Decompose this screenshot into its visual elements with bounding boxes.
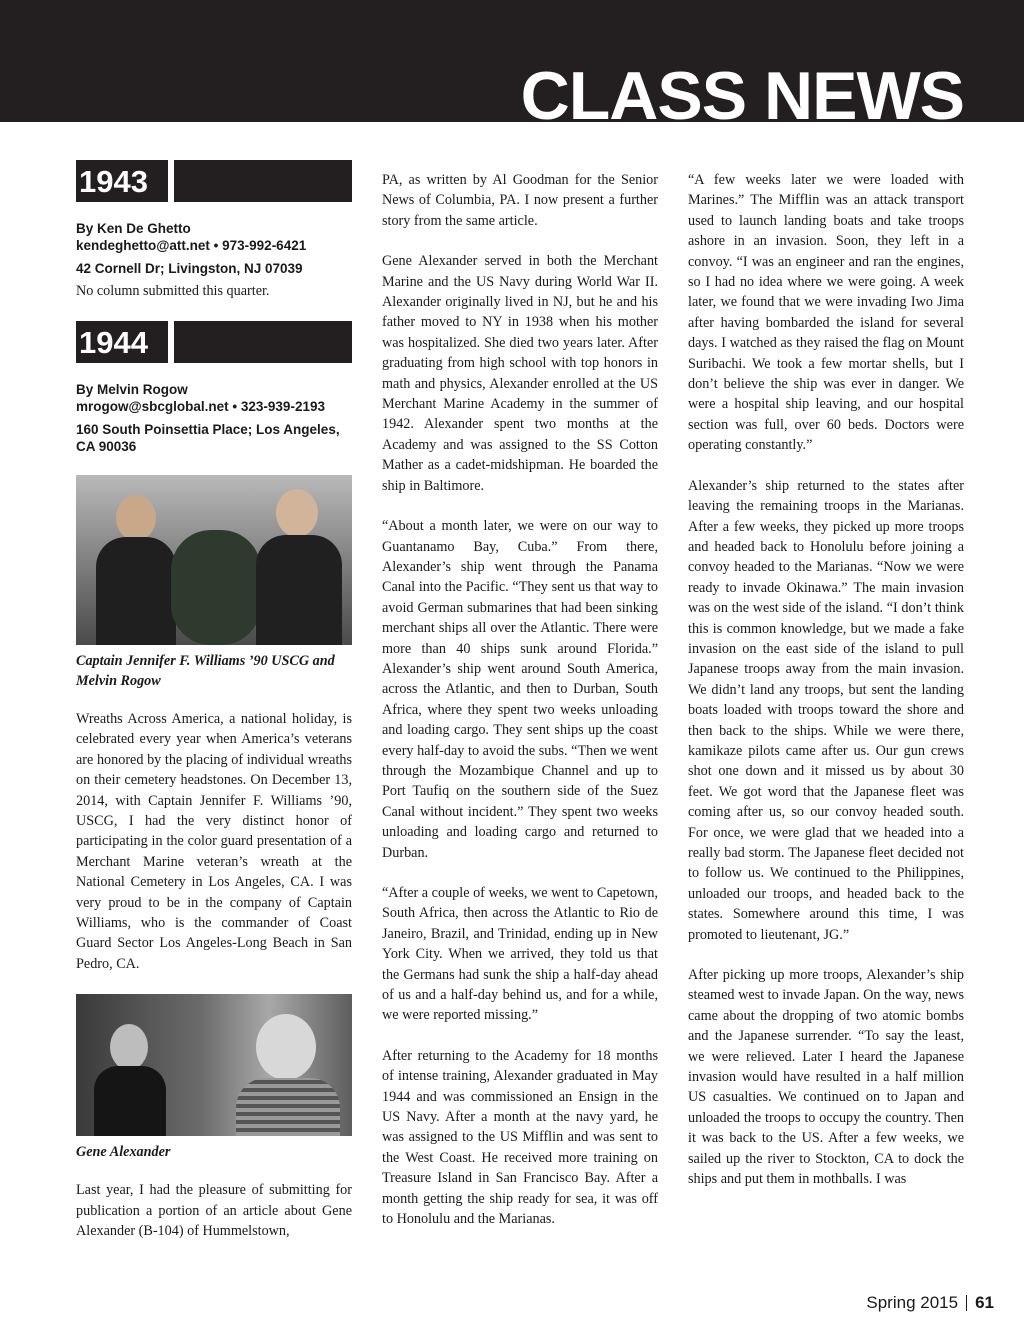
issue-label: Spring 2015 xyxy=(866,1293,959,1312)
paragraph: After returning to the Academy for 18 months of intense training, Alexander graduated in May 1944 and was commissioned an Ensign in the US Navy. After a month at the navy yard, he was assigned to the US Mifflin and was sent to the West Coast. He received more training on Treasure Island in San Francisco Bay. After a month getting the ship ready for sea, it was off to Honolulu and the Marianas. xyxy=(382,1047,658,1228)
section-title: CLASS NEWS xyxy=(520,58,964,134)
column-3 xyxy=(688,170,964,1210)
author-name: By Melvin Rogow xyxy=(76,382,188,397)
year-label: 1944 xyxy=(76,321,168,363)
person-figure xyxy=(236,1078,340,1136)
year-label: 1943 xyxy=(76,160,168,202)
photo-caption: Captain Jennifer F. Williams ’90 USCG and Melvin Rogow xyxy=(76,653,335,689)
paragraph: Last year, I had the pleasure of submitting for publication a portion of an article about Gene Alexander (B-104) of Hummelstown, xyxy=(76,1182,352,1240)
person-figure xyxy=(116,495,156,541)
wreath-figure xyxy=(171,530,261,645)
paragraph: Wreaths Across America, a national holiday, is celebrated every year when America’s veterans are honored by the placing of individual wreaths on their cemetery headstones. On December 13, 2014, with Captain Jennifer F. Williams ’90, USCG, I had the very distinct honor of participating in the color guard presentation of a Merchant Marine veteran’s wreath at the National Cemetery in Los Angeles, CA. I was very proud to be in the company of Captain Williams, who is the commander of Coast Guard Sector Los Angeles-Long Beach in San Pedro, CA. xyxy=(76,711,352,972)
paragraph: Gene Alexander served in both the Merchant Marine and the US Navy during World War II. Alexander originally lived in NJ, but he and his father moved to NY in 1938 when his mother was hospitalized. She died two years later. After graduating from high school with top honors in math and physics, Alexander enrolled at the US Merchant Marine Academy in the summer of 1942. Alexander spent two months at the Academy and was assigned to the SS Cotton Mather as a cadet-midshipman. He boarded the ship in Baltimore. xyxy=(382,253,658,494)
paragraph: “After a couple of weeks, we went to Capetown, South Africa, then across the Atlantic to Rio de Janeiro, Brazil, and Trinidad, ending up in New York City. When we arrived, they told us that the Germans had sunk the ship a half-day ahead of us and a half-day behind us, and for a while, we were reported missing.” xyxy=(382,885,658,1024)
paragraph: “About a month later, we were on our way to Guantanamo Bay, Cuba.” From there, Alexander’s ship went through the Panama Canal into the Pacific. “They sent us that way to avoid German submarines that had been sinking merchant ships all over the Atlantic. There were more than 40 ships sunk around Florida.” Alexander’s ship went around South America, across the Atlantic, and then to Durban, South Africa, where they spent two weeks unloading and loading cargo. They sent ships up the coast every half-day to avoid the subs. “Then we went through the Mozambique Channel and up to Port Taufiq on the southern side of the Suez Canal without incident.” They spent two weeks unloading and loading cargo and returned to Durban. xyxy=(382,518,658,861)
article-text xyxy=(76,1180,352,1241)
year-header-1943 xyxy=(76,160,352,202)
paragraph: “A few weeks later we were loaded with Marines.” The Mifflin was an attack transport used to launch landing boats and take troops ashore in an invasion. Soon, they left in a convoy. “I was an engineer and ran the engines, so I had no idea where we were going. A week later, we found that we were invading Iwo Jima after having bombarded the island for several days. I watched as they raised the flag on Mount Suribachi. We took a few mortar shells, but I don’t believe the ship was ever in danger. We were a hospital ship leaving, and our hospital section was full, over 60 beds. Doctors were operating constantly.” xyxy=(688,172,964,454)
person-figure xyxy=(110,1024,148,1070)
contact-info: kendeghetto@att.net • 973-992-6421 xyxy=(76,238,307,253)
paragraph: After picking up more troops, Alexander’s ship steamed west to invade Japan. On the way, news came about the dropping of two atomic bombs and the Japanese surrender. “To say the least, we were relieved. Later I heard the Japanese invasion would have resulted in a half million US casualties. We continued on to Japan and unloaded the troops to occupy the country. Then it was back to the US. After a few weeks, we sailed up the river to Stockton, CA to dock the ships and put them in mothballs. I was xyxy=(688,967,964,1188)
address: 160 South Poinsettia Place; Los Angeles, CA 90036 xyxy=(76,422,340,454)
article-text xyxy=(76,709,352,974)
paragraph: PA, as written by Al Goodman for the Senior News of Columbia, PA. I now present a further story from the same article. xyxy=(382,172,658,229)
year-bar xyxy=(174,160,352,202)
person-figure xyxy=(96,537,176,645)
person-figure xyxy=(276,489,318,537)
photo-caption: Gene Alexander xyxy=(76,1144,171,1161)
year-header-1944 xyxy=(76,321,352,363)
person-figure xyxy=(256,535,342,645)
page-footer xyxy=(866,1293,994,1313)
paragraph: Alexander’s ship returned to the states after leaving the remaining troops in the Marianas. After a few weeks, they picked up more troops and headed back to Honolulu before joining a convoy headed to the Marianas. “Now we were ready to invade Okinawa.” The main invasion was on the west side of the island. “I don’t think this is common knowledge, but we made a fake invasion on the east side of the island to pull Japanese troops away from the main invasion. We didn’t land any troops, but sent the landing boats loaded with troops toward the shore and then back to the ships. While we were there, kamikaze pilots came after us. Our gun crews shot one down and it missed us by about 30 feet. We got word that the Japanese fleet was coming after us, so our convoy headed south. For once, we were glad that we headed into a really bad storm. The Japanese fleet decided not to follow us. We continued to the Philippines, unloaded our troops, and headed back to the states. Somewhere around this time, I was promoted to lieutenant, JG.” xyxy=(688,477,964,943)
page-number: 61 xyxy=(975,1293,994,1312)
contact-info: mrogow@sbcglobal.net • 323-939-2193 xyxy=(76,399,325,414)
footer-divider xyxy=(966,1295,967,1311)
column-1 xyxy=(76,160,352,1262)
header-banner xyxy=(0,0,1024,134)
year-bar xyxy=(174,321,352,363)
photo-gene-alexander xyxy=(76,994,352,1136)
contact-block-1944 xyxy=(76,381,352,455)
contact-block-1943 xyxy=(76,220,352,277)
person-figure xyxy=(256,1014,316,1080)
address: 42 Cornell Dr; Livingston, NJ 07039 xyxy=(76,261,303,276)
author-name: By Ken De Ghetto xyxy=(76,221,191,236)
person-figure xyxy=(94,1066,166,1136)
no-column-note: No column submitted this quarter. xyxy=(76,283,270,299)
column-2 xyxy=(382,170,658,1250)
photo-williams-rogow xyxy=(76,475,352,645)
